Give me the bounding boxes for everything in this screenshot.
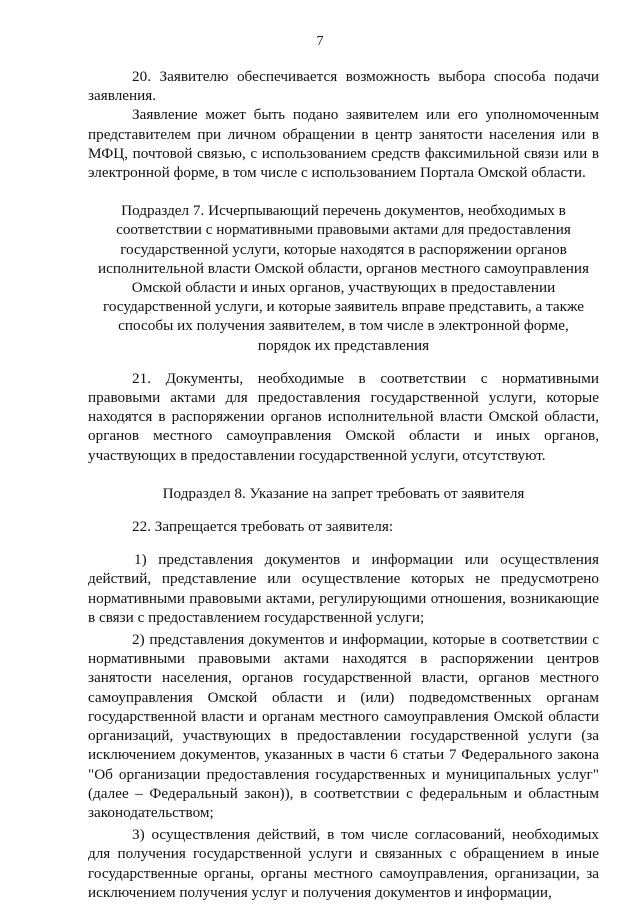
paragraph-22: 22. Запрещается требовать от заявителя: xyxy=(132,518,394,536)
page-number: 7 xyxy=(316,34,324,49)
subsection-8-heading: Подраздел 8. Указание на запрет требовать от заявителя xyxy=(162,484,525,502)
list-item-1: 1) представления документов и информации или осуществления действий, представление или осуществление которых не предусмотрено нормативными правовыми актами, регулирующими отношения, возникающие в связи с предоставлением государственной услуги; xyxy=(88,551,599,626)
paragraph-20: 20. Заявителю обеспечивается возможность выбора способа подачи заявления. xyxy=(88,68,599,105)
paragraph-20-continuation: Заявление может быть подано заявителем или его уполномоченным представителем при личном обращении в центр занятости населения или в МФЦ, почтовой связью, с использованием средств факсимильной связи или в электронной форме, в том числе с использованием Портала Омской области. xyxy=(88,106,599,182)
document-body xyxy=(88,67,599,902)
subsection-7-heading: Подраздел 7. Исчерпывающий перечень документов, необходимых в соответствии с нормативными правовыми актами для предоставления государственной услуги, которые находятся в распоряжении органов исполнительной власти Омской области, органов местного самоуправления Омской области и иных органов, участвующих в предоставлении государственной услуги, и которые заявитель вправе представить, а также способы их получения заявителем, в том числе в электронной форме, порядок их представления xyxy=(98,202,589,354)
paragraph-21: 21. Документы, необходимые в соответствии с нормативными правовыми актами для предоставления государственной услуги, которые находятся в распоряжении органов исполнительной власти Омской области, органов местного самоуправления Омской области и иных органов, участвующих в предоставлении государственной услуги, отсутствуют. xyxy=(88,369,599,464)
list-item-2: 2) представления документов и информации, которые в соответствии с нормативными правовыми актами находятся в распоряжении центров занятости населения, органов государственной власти, органов местного самоуправления Омской области и (или) подведомственных органам государственной власти и органам местного самоуправления Омской области организаций, участвующих в предоставлении государственной услуги (за исключением документов, указанных в части 6 статьи 7 Федерального закона "Об организации предоставления государственных и муниципальных услуг" (далее – Федеральный закон)), в соответствии с федеральным и областным законодательством; xyxy=(88,631,599,821)
list-item-3: 3) осуществления действий, в том числе согласований, необходимых для получения государственной услуги и связанных с обращением в иные государственные органы, органы местного самоуправления, организации, за исключением получения услуг и получения документов и информации, xyxy=(88,826,599,901)
